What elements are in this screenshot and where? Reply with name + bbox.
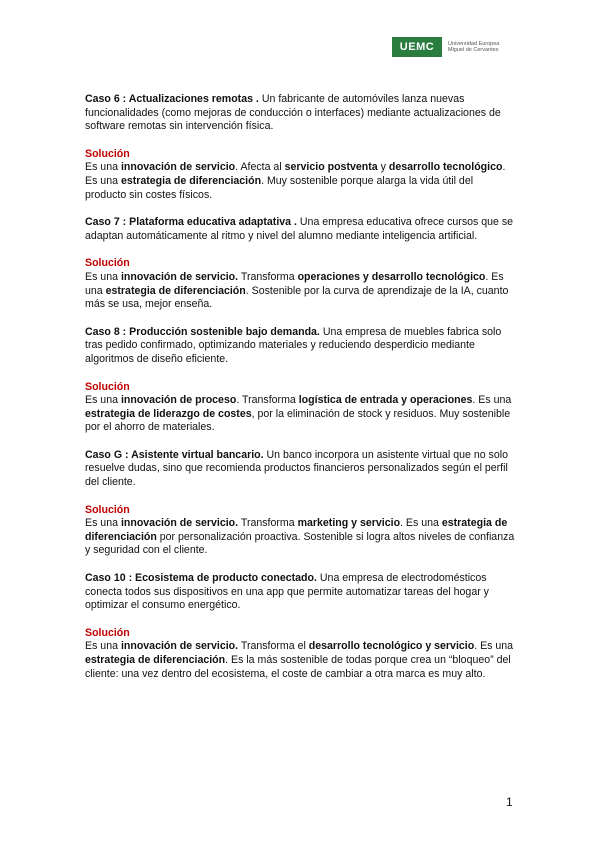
solution-key-term: innovación de servicio. [120,517,239,530]
case-paragraph [85,449,515,490]
solution-key-term: innovación de servicio. [120,270,239,283]
solution-key-term: operaciones y desarrollo tecnológico [297,270,486,283]
solution-text [85,640,515,681]
solution-block [85,627,515,681]
solution-fragment: . Muy sostenible porque alarga la vida útil del producto sin costes físicos. [85,174,474,201]
case-text: Una empresa de electrodomésticos conecta todos sus dispositivos en una app que permite automatizar tareas del hogar y optimizar el consumo energético. [85,572,489,612]
case-text: Un fabricante de automóviles lanza nuevas funcionalidades (como mejoras de conducción o interfaces) mediante actualizaciones de software remotas sin intervención física. [85,93,501,133]
case-title: Caso 6 : Actualizaciones remotas . [85,93,259,105]
solution-text [85,161,515,202]
case-title: Caso 8 : Producción sostenible bajo demanda. [85,325,320,338]
solution-block [85,381,515,435]
case-title: Caso 10 : Ecosistema de producto conectado. [85,572,317,585]
case-title: Caso G : Asistente virtual bancario. [85,448,264,461]
solution-heading: Solución [85,503,130,516]
case-title: Caso 7 : Plataforma educativa adaptativa . [85,216,297,229]
case-description [85,326,515,367]
solution-fragment: . Sostenible por la curva de aprendizaje de la IA, cuanto más se usa, mejor enseña. [85,284,509,311]
case-text: Un banco incorpora un asistente virtual que no solo resuelve dudas, sino que recomienda productos financieros personalizados según el perfil del cliente. [85,448,508,489]
solution-fragment: . Es una [400,517,442,530]
solution-fragment: Es una [85,640,121,653]
solution-key-term: estrategia de diferenciación [105,284,246,297]
logo-mark: UEMC [392,37,442,57]
solution-heading: Solución [85,626,130,639]
university-logo [392,37,499,57]
solution-fragment: . Es la más sostenible de todas porque crea un “bloqueo” del cliente: una vez dentro del ecosistema, el coste de cambiar a otra marca es muy alto. [85,654,511,680]
case-text: Una empresa de muebles fabrica solo tras pedido confirmado, optimizando materiales y reduciendo desperdicio mediante algoritmos de diseño eficiente. [85,325,502,365]
solution-key-term: innovación de servicio [120,161,236,174]
solution-fragment: Es una [85,517,121,530]
case-description [85,216,515,243]
case-paragraph [85,216,515,243]
solution-block [85,148,515,202]
solution-key-term: innovación de proceso [120,394,237,407]
solution-fragment: Es una [85,270,121,283]
solution-fragment: por personalización proactiva. Sostenible si logra altos niveles de confianza y seguridad con el cliente. [85,530,515,557]
case-description [85,572,515,613]
case-description [85,93,515,134]
document-body [85,93,515,695]
solution-heading: Solución [85,147,130,160]
solution-key-term: desarrollo tecnológico [388,161,503,174]
solution-key-term: desarrollo tecnológico y servicio [308,640,475,653]
solution-text [85,517,515,558]
case-paragraph [85,572,515,613]
solution-key-term: logística de entrada y operaciones [298,394,473,407]
solution-fragment: . Es una [474,640,514,653]
solution-key-term: marketing y servicio [297,517,401,530]
solution-fragment: Transforma el [238,640,309,653]
logo-line-1: Universidad Europea [448,40,500,47]
solution-fragment: . Es una [472,394,512,407]
case-paragraph [85,326,515,367]
solution-fragment: y [377,161,389,174]
solution-text [85,394,515,435]
solution-fragment: , por la eliminación de stock y residuos. Muy sostenible por el ahorro de materiales. [85,407,511,434]
solution-key-term: estrategia de diferenciación [85,517,508,543]
case-text: Una empresa educativa ofrece cursos que se adaptan automáticamente al ritmo y nivel del alumno mediante inteligencia artificial. [85,216,514,242]
solution-heading: Solución [85,380,130,393]
solution-key-term: innovación de servicio. [120,640,239,653]
solution-heading: Solución [85,257,130,270]
solution-key-term: estrategia de diferenciación [85,654,226,666]
solution-key-term: estrategia de liderazgo de costes [85,407,252,420]
solution-fragment: Es una [85,161,121,174]
solution-block [85,504,515,558]
case-description [85,449,515,490]
solution-fragment: Es una [85,394,121,407]
case-paragraph [85,93,515,134]
solution-fragment: . Transforma [236,394,299,407]
solution-fragment: . Afecta al [235,161,285,174]
solution-block [85,257,515,311]
logo-text [448,41,499,54]
page-number: 1 [506,795,513,809]
solution-key-term: estrategia de diferenciación [120,174,262,187]
logo-line-2: Miguel de Cervantes [448,47,499,53]
solution-fragment: . Es una [85,270,504,297]
solution-fragment: Transforma [238,270,298,283]
solution-fragment: Transforma [238,517,298,530]
solution-text [85,271,515,312]
solution-key-term: servicio postventa [284,161,378,174]
solution-fragment: . Es una [85,161,506,187]
